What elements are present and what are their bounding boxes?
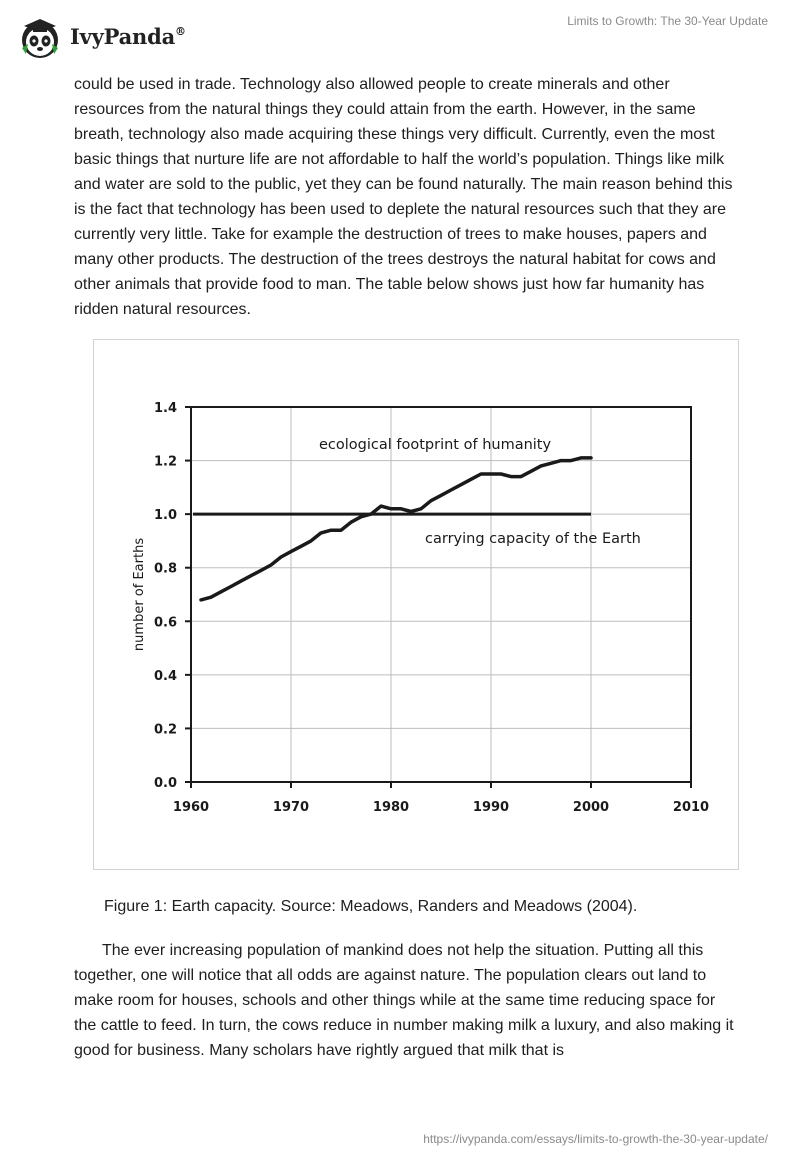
plot-frame bbox=[191, 407, 691, 782]
y-tick-label: 0.2 bbox=[153, 722, 177, 738]
y-tick-label: 0.4 bbox=[153, 668, 177, 684]
y-tick-label: 0.8 bbox=[153, 561, 177, 577]
figure-earth-capacity bbox=[93, 339, 739, 870]
y-tick-label: 1.0 bbox=[153, 508, 177, 524]
x-tick-label: 2010 bbox=[672, 800, 710, 815]
document-title: Limits to Growth: The 30-Year Update bbox=[567, 14, 768, 28]
y-tick-label: 1.4 bbox=[153, 401, 177, 416]
x-tick-label: 1990 bbox=[472, 800, 510, 815]
x-tick-label: 1960 bbox=[172, 800, 210, 815]
source-url-link[interactable]: https://ivypanda.com/essays/limits-to-growth-the-30-year-update/ bbox=[423, 1132, 768, 1146]
y-tick-label: 0.6 bbox=[153, 615, 177, 631]
earth-capacity-chart bbox=[94, 340, 740, 871]
capacity-annotation: carrying capacity of the Earth bbox=[425, 531, 641, 547]
x-tick-label: 1980 bbox=[372, 800, 410, 815]
panda-graduate-icon bbox=[14, 10, 66, 62]
x-tick-label: 1970 bbox=[272, 800, 310, 815]
figure-caption: Figure 1: Earth capacity. Source: Meadows, Randers and Meadows (2004). bbox=[104, 898, 638, 915]
ivypanda-logo[interactable] bbox=[14, 10, 186, 62]
page-header bbox=[0, 0, 800, 70]
registered-mark: ® bbox=[175, 24, 186, 38]
footprint-annotation: ecological footprint of humanity bbox=[319, 437, 552, 453]
paragraph-1: could be used in trade. Technology also allowed people to create minerals and other resources from the natural things they could attain from the earth. However, in the same breath, technology also made acquiring these things very difficult. Currently, even the most basic things that nurture life are not affordable to half the world’s population. Things like milk and water are sold to the public, yet they can be found naturally. The main reason behind this is the fact that technology has been used to deplete the natural resources such that they are currently very little. Take for example the destruction of trees to make houses, papers and many other products. The destruction of the trees destroys the natural habitat for cows and other animals that provide food to man. The table below shows just how far humanity has ridden natural resources. bbox=[74, 76, 733, 318]
y-tick-label: 0.0 bbox=[153, 776, 177, 791]
logo-text: IvyPanda bbox=[70, 23, 176, 49]
ecological-footprint-line bbox=[201, 458, 591, 600]
logo-wordmark bbox=[70, 24, 186, 49]
x-tick-label: 2000 bbox=[572, 800, 610, 815]
paragraph-2: The ever increasing population of mankind does not help the situation. Putting all this together, one will notice that all odds are against nature. The population clears out land to make room for houses, schools and other things while at the same time reducing space for the cattle to feed. In turn, the cows reduce in number making milk a luxury, and also making it good for business. Many scholars have rightly argued that milk that is bbox=[74, 942, 734, 1059]
y-tick-label: 1.2 bbox=[153, 454, 177, 470]
y-axis-label: number of Earths bbox=[132, 537, 147, 652]
